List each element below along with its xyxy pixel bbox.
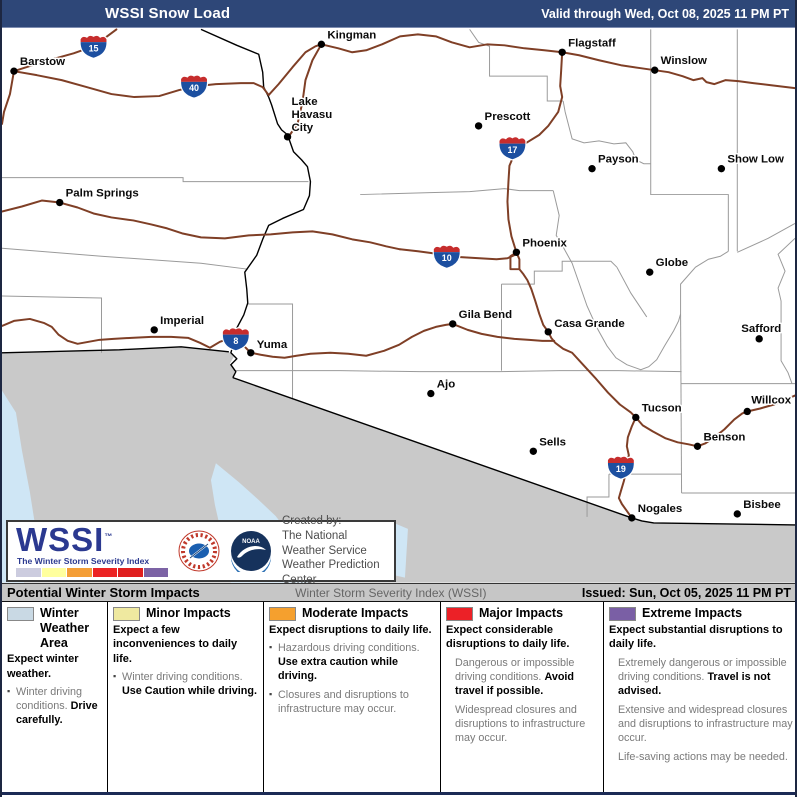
city-dot	[718, 165, 725, 172]
city-label: Show Low	[727, 153, 784, 166]
weather-map	[2, 28, 795, 584]
city-label: Benson	[703, 431, 746, 444]
city-label: Kingman	[327, 29, 377, 42]
city-dot	[475, 122, 482, 129]
city-label: Sells	[539, 436, 567, 449]
impacts-label: Potential Winter Storm Impacts	[7, 585, 200, 600]
legend-detail: Extremely dangerous or impossible driving conditions. Travel is not advised.	[618, 656, 787, 697]
severity-color-segment	[42, 568, 67, 577]
nws-logo-icon	[178, 530, 220, 572]
legend-detail: ▪ Winter driving conditions. Use Caution while driving.	[113, 670, 257, 697]
city-label: Casa Grande	[554, 317, 625, 330]
city-label: Yuma	[256, 338, 288, 351]
city-label: Ajo	[436, 378, 456, 391]
city-dot	[545, 328, 552, 335]
city-dot	[56, 199, 63, 206]
legend-detail: Extensive and widespread closures and disruptions to infrastructure may occur.	[618, 703, 793, 744]
city-dot	[734, 510, 741, 517]
interstate-shield-icon	[608, 457, 634, 479]
city-dot	[427, 390, 434, 397]
title-bar	[2, 0, 795, 27]
city-label: Willcox	[751, 394, 792, 407]
svg-text:17: 17	[507, 144, 518, 155]
city-dot	[755, 335, 762, 342]
city-label: Prescott	[484, 110, 531, 123]
city-dot	[646, 268, 653, 275]
svg-text:8: 8	[233, 335, 239, 346]
svg-text:15: 15	[88, 43, 99, 54]
map-area	[2, 27, 795, 587]
city-dot	[744, 408, 751, 415]
city-dot	[628, 514, 635, 521]
noaa-logo-icon	[230, 530, 272, 572]
legend-title: Major Impacts	[479, 606, 564, 620]
legend-detail: ▪ Winter driving conditions. Drive carefully.	[7, 685, 98, 726]
severity-swatch	[113, 607, 140, 621]
interstate-shield-icon	[434, 246, 460, 268]
legend-title: Extreme Impacts	[642, 606, 743, 620]
legend-column-minor-impacts	[108, 602, 264, 792]
wssi-logo	[16, 521, 168, 576]
legend-detail: Life-saving actions may be needed.	[618, 750, 788, 763]
valid-through-text: Valid through Wed, Oct 08, 2025 11 PM PT	[541, 6, 789, 21]
svg-text:10: 10	[441, 253, 452, 264]
legend-title: Moderate Impacts	[302, 606, 409, 620]
legend-intro: Expect considerable disruptions to daily life.	[446, 624, 570, 651]
city-label: Flagstaff	[568, 37, 616, 50]
city-dot	[151, 326, 158, 333]
city-label: Palm Springs	[65, 187, 139, 200]
svg-text:19: 19	[615, 464, 626, 475]
severity-color-segment	[118, 568, 143, 577]
legend-column-moderate-impacts	[264, 602, 441, 792]
severity-swatch	[609, 607, 636, 621]
city-dot	[530, 448, 537, 455]
severity-color-segment	[16, 568, 41, 577]
legend-intro: Expect disruptions to daily life.	[269, 624, 432, 636]
status-bar	[2, 583, 795, 602]
city-dot	[588, 165, 595, 172]
city-label: Tucson	[641, 402, 682, 415]
city-dot	[247, 349, 254, 356]
severity-color-segment	[67, 568, 92, 577]
legend-title: Winter Weather Area	[40, 606, 90, 650]
svg-text:NOAA: NOAA	[242, 539, 260, 545]
wssi-tagline: The Winter Storm Severity Index	[17, 556, 150, 567]
city-label: Imperial	[160, 314, 205, 327]
city-label: Nogales	[637, 502, 683, 515]
legend-detail: ▪ Hazardous driving conditions. Use extra caution while driving.	[269, 642, 420, 683]
page-title: WSSI Snow Load	[105, 5, 231, 22]
credit-box	[6, 515, 396, 587]
severity-swatch	[7, 607, 34, 621]
city-label: Globe	[655, 257, 689, 270]
city-dot	[651, 67, 658, 74]
city-label: City	[291, 121, 314, 134]
issued-text: Issued: Sun, Oct 05, 2025 11 PM PT	[581, 585, 791, 600]
severity-color-segment	[93, 568, 118, 577]
legend-column-major-impacts	[441, 602, 604, 792]
interstate-shield-icon	[223, 328, 249, 350]
interstate-shield-icon	[181, 76, 207, 98]
city-label: Phoenix	[522, 237, 567, 250]
severity-swatch	[269, 607, 296, 621]
legend-detail: Widespread closures and disruptions to infrastructure may occur.	[455, 703, 586, 744]
city-label: Bisbee	[743, 498, 781, 511]
severity-color-segment	[144, 568, 169, 577]
legend-detail: ▪ Closures and disruptions to infrastructure may occur.	[269, 689, 409, 716]
legend-detail: Dangerous or impossible driving conditions. Avoid travel if possible.	[455, 656, 575, 697]
city-dot	[694, 443, 701, 450]
legend-intro: Expect substantial disruptions to daily life.	[609, 624, 783, 651]
interstate-shield-icon	[499, 137, 525, 159]
legend-title: Minor Impacts	[146, 606, 231, 620]
city-label: Payson	[597, 153, 639, 166]
legend-column-winter-weather-area	[2, 602, 108, 792]
wssi-severity-colorbar	[16, 568, 168, 577]
impact-legend	[2, 602, 795, 795]
city-label: Safford	[741, 322, 782, 335]
created-by-text: Created by: The National Weather Service Weather Prediction Center	[282, 515, 380, 587]
city-label: Gila Bend	[458, 308, 513, 321]
city-dot	[513, 249, 520, 256]
city-label: Havasu	[291, 108, 333, 121]
severity-swatch	[446, 607, 473, 621]
legend-column-extreme-impacts	[604, 602, 797, 792]
legend-intro: Expect a few inconveniences to daily life.	[113, 624, 238, 665]
city-dot	[558, 49, 565, 56]
wssi-wordmark: WSSI™	[16, 521, 114, 559]
city-label: Barstow	[19, 56, 66, 69]
interstate-shield-icon	[81, 36, 107, 58]
city-dot	[284, 133, 291, 140]
city-dot	[632, 414, 639, 421]
wssi-index-label: Winter Storm Severity Index (WSSI)	[295, 585, 487, 600]
city-label: Lake	[291, 96, 318, 109]
svg-text:40: 40	[189, 83, 200, 94]
legend-intro: Expect winter weather.	[7, 653, 79, 680]
city-dot	[449, 320, 456, 327]
city-dot	[10, 68, 17, 75]
city-label: Winslow	[660, 55, 707, 68]
city-dot	[318, 41, 325, 48]
